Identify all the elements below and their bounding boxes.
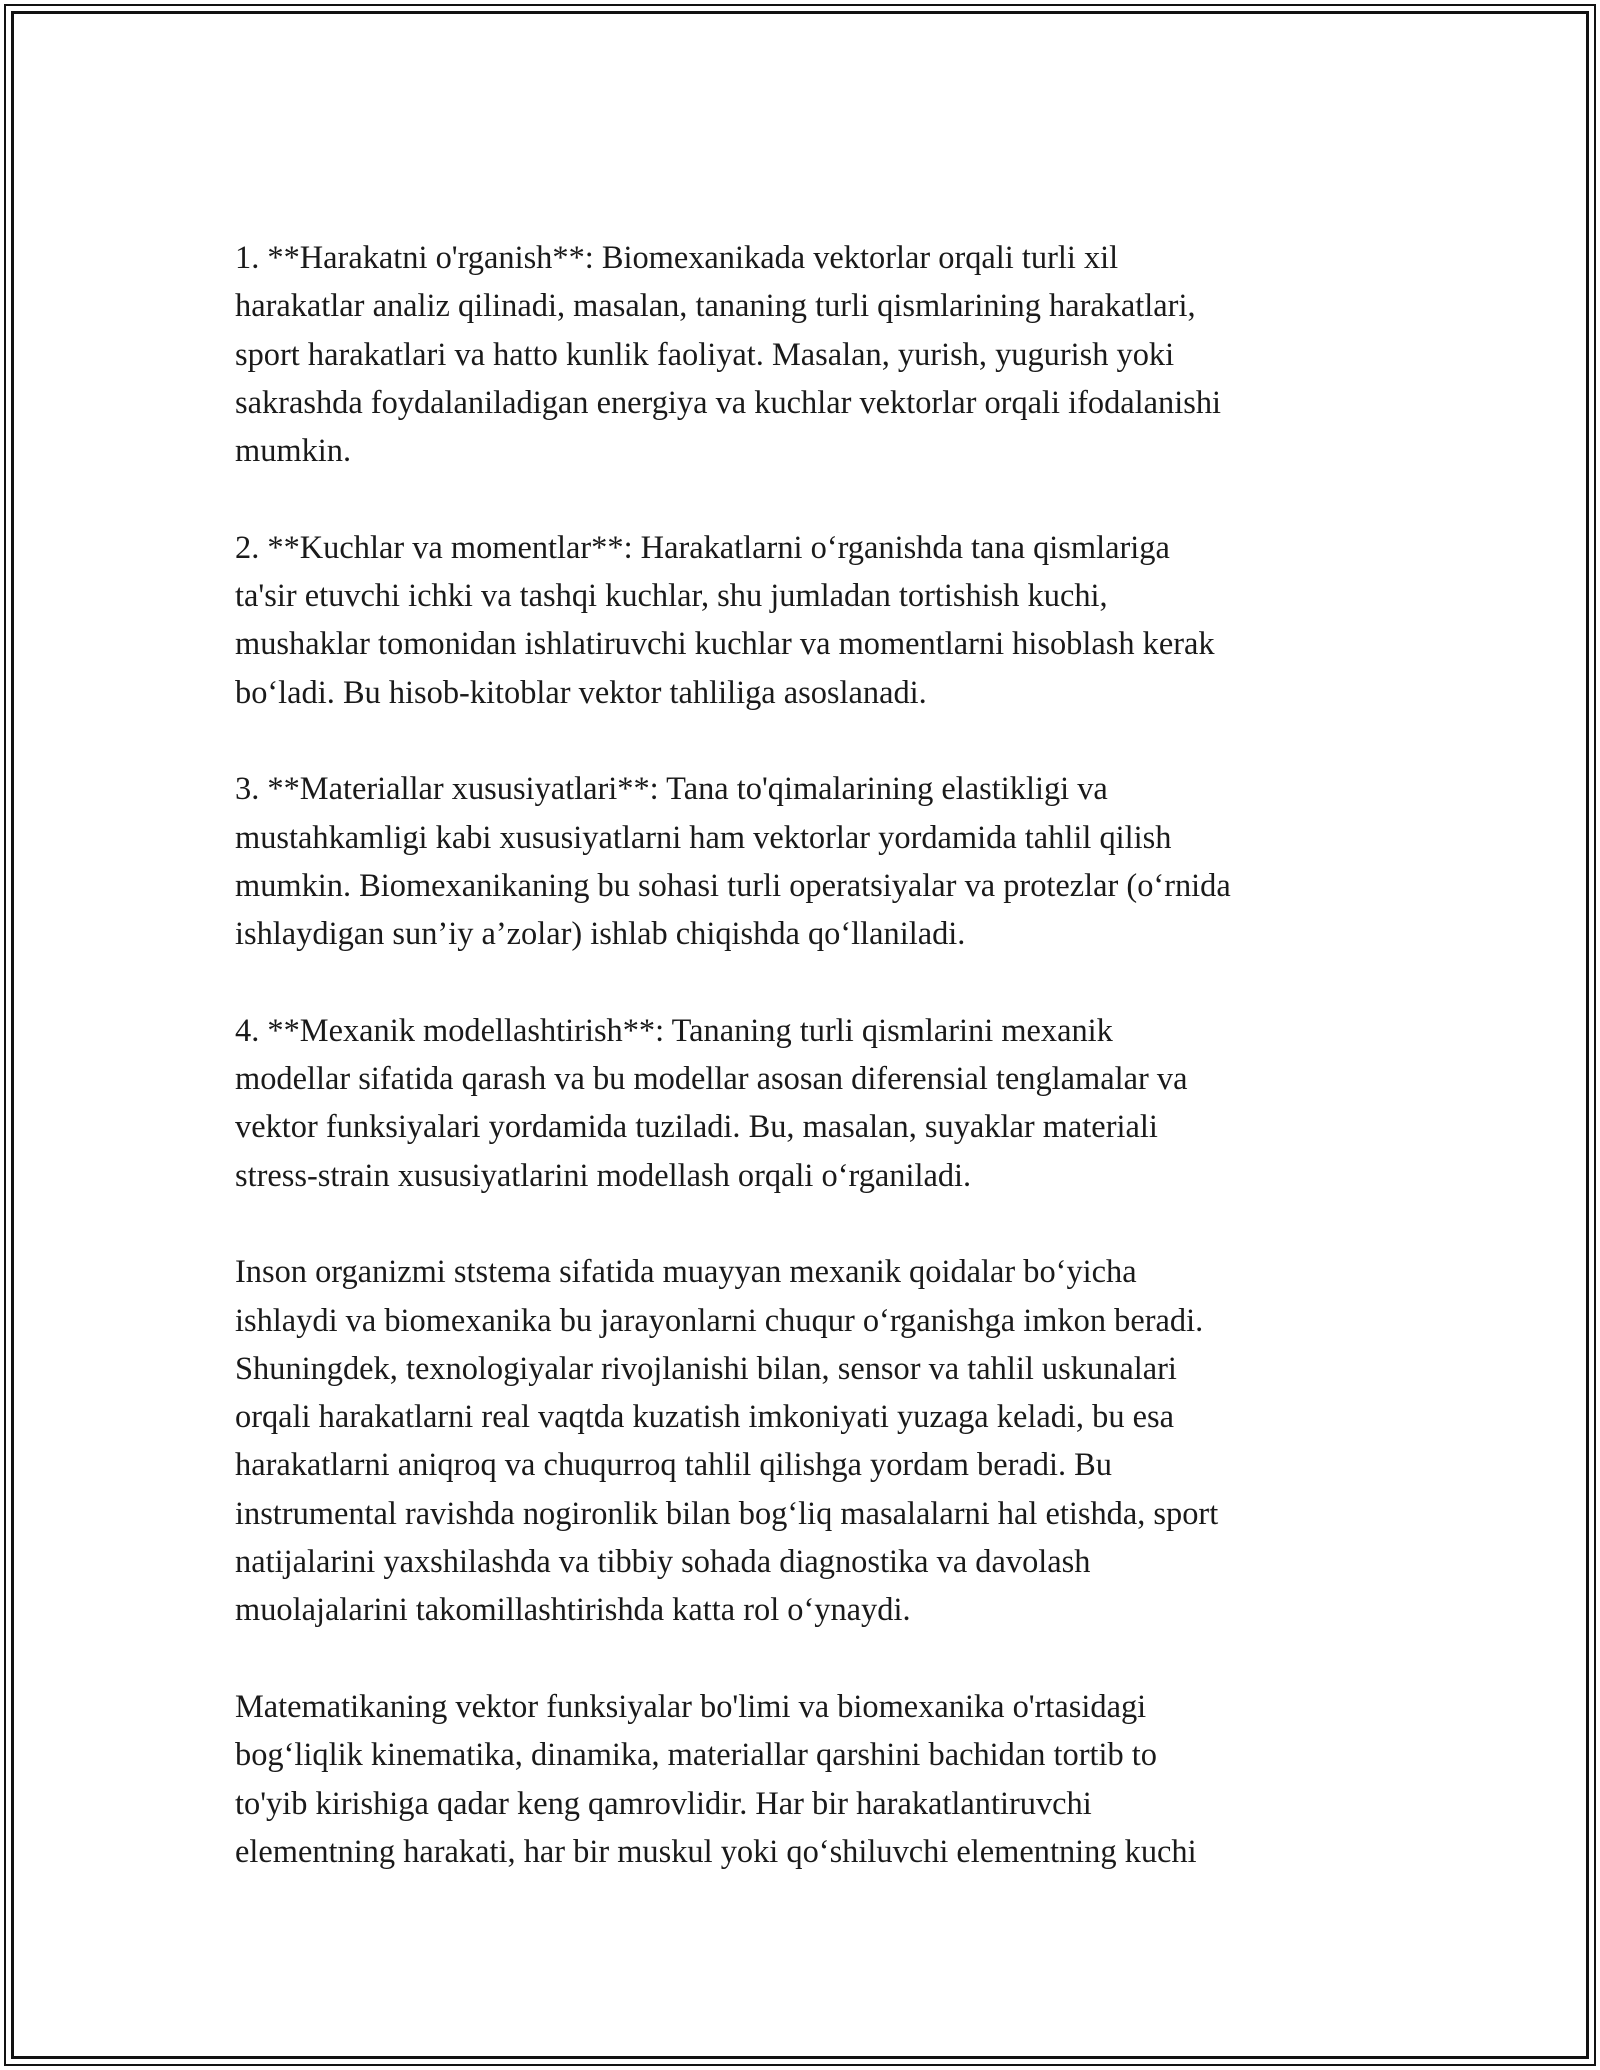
- paragraph-mexanik-modellashtirish: [235, 1007, 1375, 1200]
- text-line: mushaklar tomonidan ishlatiruvchi kuchlar va momentlarni hisoblash kerak: [235, 626, 1215, 663]
- document-body: [235, 234, 1375, 1876]
- text-line: mumkin.: [235, 433, 352, 470]
- text-line: natijalarini yaxshilashda va tibbiy sohada diagnostika va davolash: [235, 1544, 1091, 1581]
- paragraph-kuchlar-va-momentlar: [235, 524, 1375, 717]
- paragraph-materiallar-xususiyatlari: [235, 765, 1375, 958]
- text-line: instrumental ravishda nogironlik bilan bog‘liq masalalarni hal etishda, sport: [235, 1495, 1219, 1532]
- text-line: modellar sifatida qarash va bu modellar asosan diferensial tenglamalar va: [235, 1061, 1188, 1098]
- paragraph-harakatni-organish: [235, 234, 1375, 475]
- text-line: mumkin. Biomexanikaning bu sohasi turli operatsiyalar va protezlar (o‘rnida: [235, 867, 1231, 904]
- text-line: sport harakatlari va hatto kunlik faoliyat. Masalan, yurish, yugurish yoki: [235, 336, 1175, 373]
- text-line: bog‘liqlik kinematika, dinamika, materiallar qarshini bachidan tortib to: [235, 1737, 1157, 1774]
- text-line: muolajalarini takomillashtirishda katta rol o‘ynaydi.: [235, 1592, 911, 1629]
- text-line: 3. **Materiallar xususiyatlari**: Tana to'qimalarining elastikligi va: [235, 771, 1108, 808]
- text-line: vektor funksiyalari yordamida tuziladi. Bu, masalan, suyaklar materiali: [235, 1109, 1158, 1146]
- text-line: 2. **Kuchlar va momentlar**: Harakatlarni o‘rganishda tana qismlariga: [235, 529, 1170, 566]
- text-line: to'yib kirishiga qadar keng qamrovlidir. Har bir harakatlantiruvchi: [235, 1785, 1092, 1822]
- text-line: Matematikaning vektor funksiyalar bo'limi va biomexanika o'rtasidagi: [235, 1688, 1147, 1725]
- text-line: orqali harakatlarni real vaqtda kuzatish imkoniyati yuzaga keladi, bu esa: [235, 1399, 1174, 1436]
- text-line: harakatlarni aniqroq va chuqurroq tahlil qilishga yordam beradi. Bu: [235, 1447, 1112, 1484]
- text-line: ishlaydi va biomexanika bu jarayonlarni chuqur o‘rganishga imkon beradi.: [235, 1302, 1204, 1339]
- text-line: elementning harakati, har bir muskul yoki qo‘shiluvchi elementning kuchi: [235, 1833, 1197, 1870]
- text-line: ta'sir etuvchi ichki va tashqi kuchlar, shu jumladan tortishish kuchi,: [235, 578, 1108, 615]
- text-line: stress-strain xususiyatlarini modellash orqali o‘rganiladi.: [235, 1157, 972, 1194]
- text-line: bo‘ladi. Bu hisob-kitoblar vektor tahliliga asoslanadi.: [235, 674, 927, 711]
- text-line: sakrashda foydalaniladigan energiya va kuchlar vektorlar orqali ifodalanishi: [235, 384, 1222, 421]
- text-line: 4. **Mexanik modellashtirish**: Tananing turli qismlarini mexanik: [235, 1012, 1113, 1049]
- text-line: ishlaydigan sun’iy a’zolar) ishlab chiqishda qo‘llaniladi.: [235, 916, 966, 953]
- text-line: mustahkamligi kabi xususiyatlarni ham vektorlar yordamida tahlil qilish: [235, 819, 1172, 856]
- text-line: 1. **Harakatni o'rganish**: Biomexanikada vektorlar orqali turli xil: [235, 240, 1119, 276]
- text-line: Shuningdek, texnologiyalar rivojlanishi bilan, sensor va tahlil uskunalari: [235, 1350, 1177, 1387]
- paragraph-matematikaning-vektor-funksiyalar: [235, 1683, 1375, 1876]
- text-line: harakatlar analiz qilinadi, masalan, tananing turli qismlarining harakatlari,: [235, 288, 1196, 325]
- paragraph-inson-organizmi: [235, 1248, 1375, 1634]
- text-line: Inson organizmi ststema sifatida muayyan mexanik qoidalar bo‘yicha: [235, 1254, 1137, 1291]
